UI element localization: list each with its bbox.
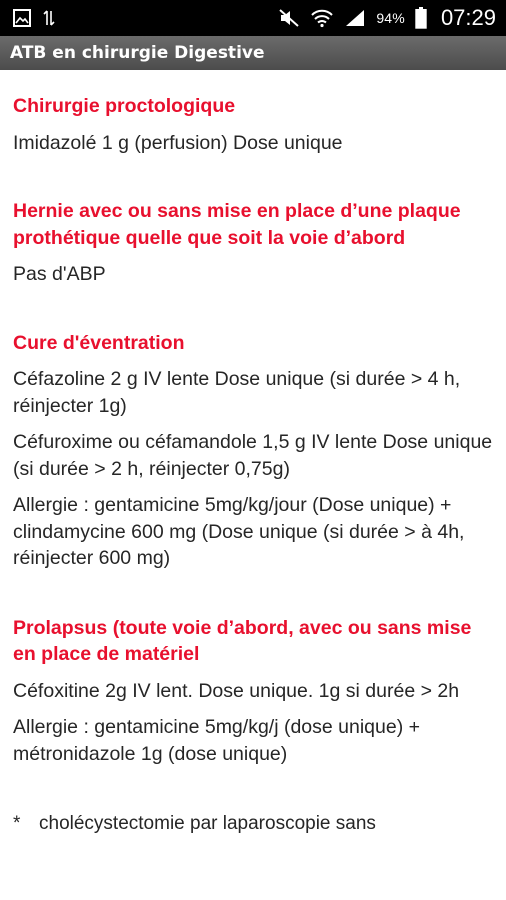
- section-heading: Cure d'éventration: [13, 331, 185, 354]
- status-bar-right: [278, 5, 496, 31]
- section-cure-eventration: [13, 330, 494, 572]
- section-chirurgie-proctologique: [13, 93, 494, 156]
- section-heading: Chirurgie proctologique: [13, 95, 236, 117]
- section-paragraph: Allergie : gentamicine 5mg/kg/jour (Dose unique) + clindamycine 600 mg (Dose unique (si durée > à 4h, réinjecter 600 mg): [13, 494, 465, 569]
- footnote: [13, 811, 494, 837]
- gallery-icon: [12, 8, 32, 28]
- section-paragraph: Céfoxitine 2g IV lent. Dose unique. 1g si durée > 2h: [13, 679, 460, 702]
- section-paragraph: Céfuroxime ou céfamandole 1,5 g IV lente Dose unique (si durée > 2 h, réinjecter 0,75g): [13, 431, 493, 480]
- data-icon: [42, 8, 56, 28]
- section-heading: Hernie avec ou sans mise en place d’une plaque prothétique quelle que soit la voie d’abord: [13, 200, 461, 249]
- section-paragraph: Pas d'ABP: [13, 263, 106, 285]
- status-clock: 07:29: [440, 5, 496, 30]
- section-heading: Prolapsus (toute voie d’abord, avec ou sans mise en place de matériel: [13, 616, 472, 665]
- app-title: ATB en chirurgie Digestive: [10, 43, 265, 63]
- section-paragraph: Allergie : gentamicine 5mg/kg/j (dose unique) + métronidazole 1g (dose unique): [13, 716, 421, 765]
- wifi-icon: [310, 8, 334, 28]
- status-bar: [0, 0, 506, 36]
- mute-icon: [278, 8, 300, 28]
- app-bar: [0, 36, 506, 70]
- footnote-text: cholécystectomie par laparoscopie sans: [39, 813, 376, 834]
- battery-icon: [415, 7, 427, 29]
- section-paragraph: Imidazolé 1 g (perfusion) Dose unique: [13, 131, 343, 154]
- battery-percent: 94%: [376, 10, 405, 26]
- section-paragraph: Céfazoline 2 g IV lente Dose unique (si durée > 4 h, réinjecter 1g): [13, 368, 461, 417]
- signal-icon: [344, 8, 366, 28]
- content-area[interactable]: [0, 70, 506, 900]
- section-prolapsus: [13, 615, 494, 768]
- status-bar-left: [12, 8, 56, 28]
- footnote-bullet: *: [13, 813, 21, 834]
- section-hernie: [13, 198, 494, 288]
